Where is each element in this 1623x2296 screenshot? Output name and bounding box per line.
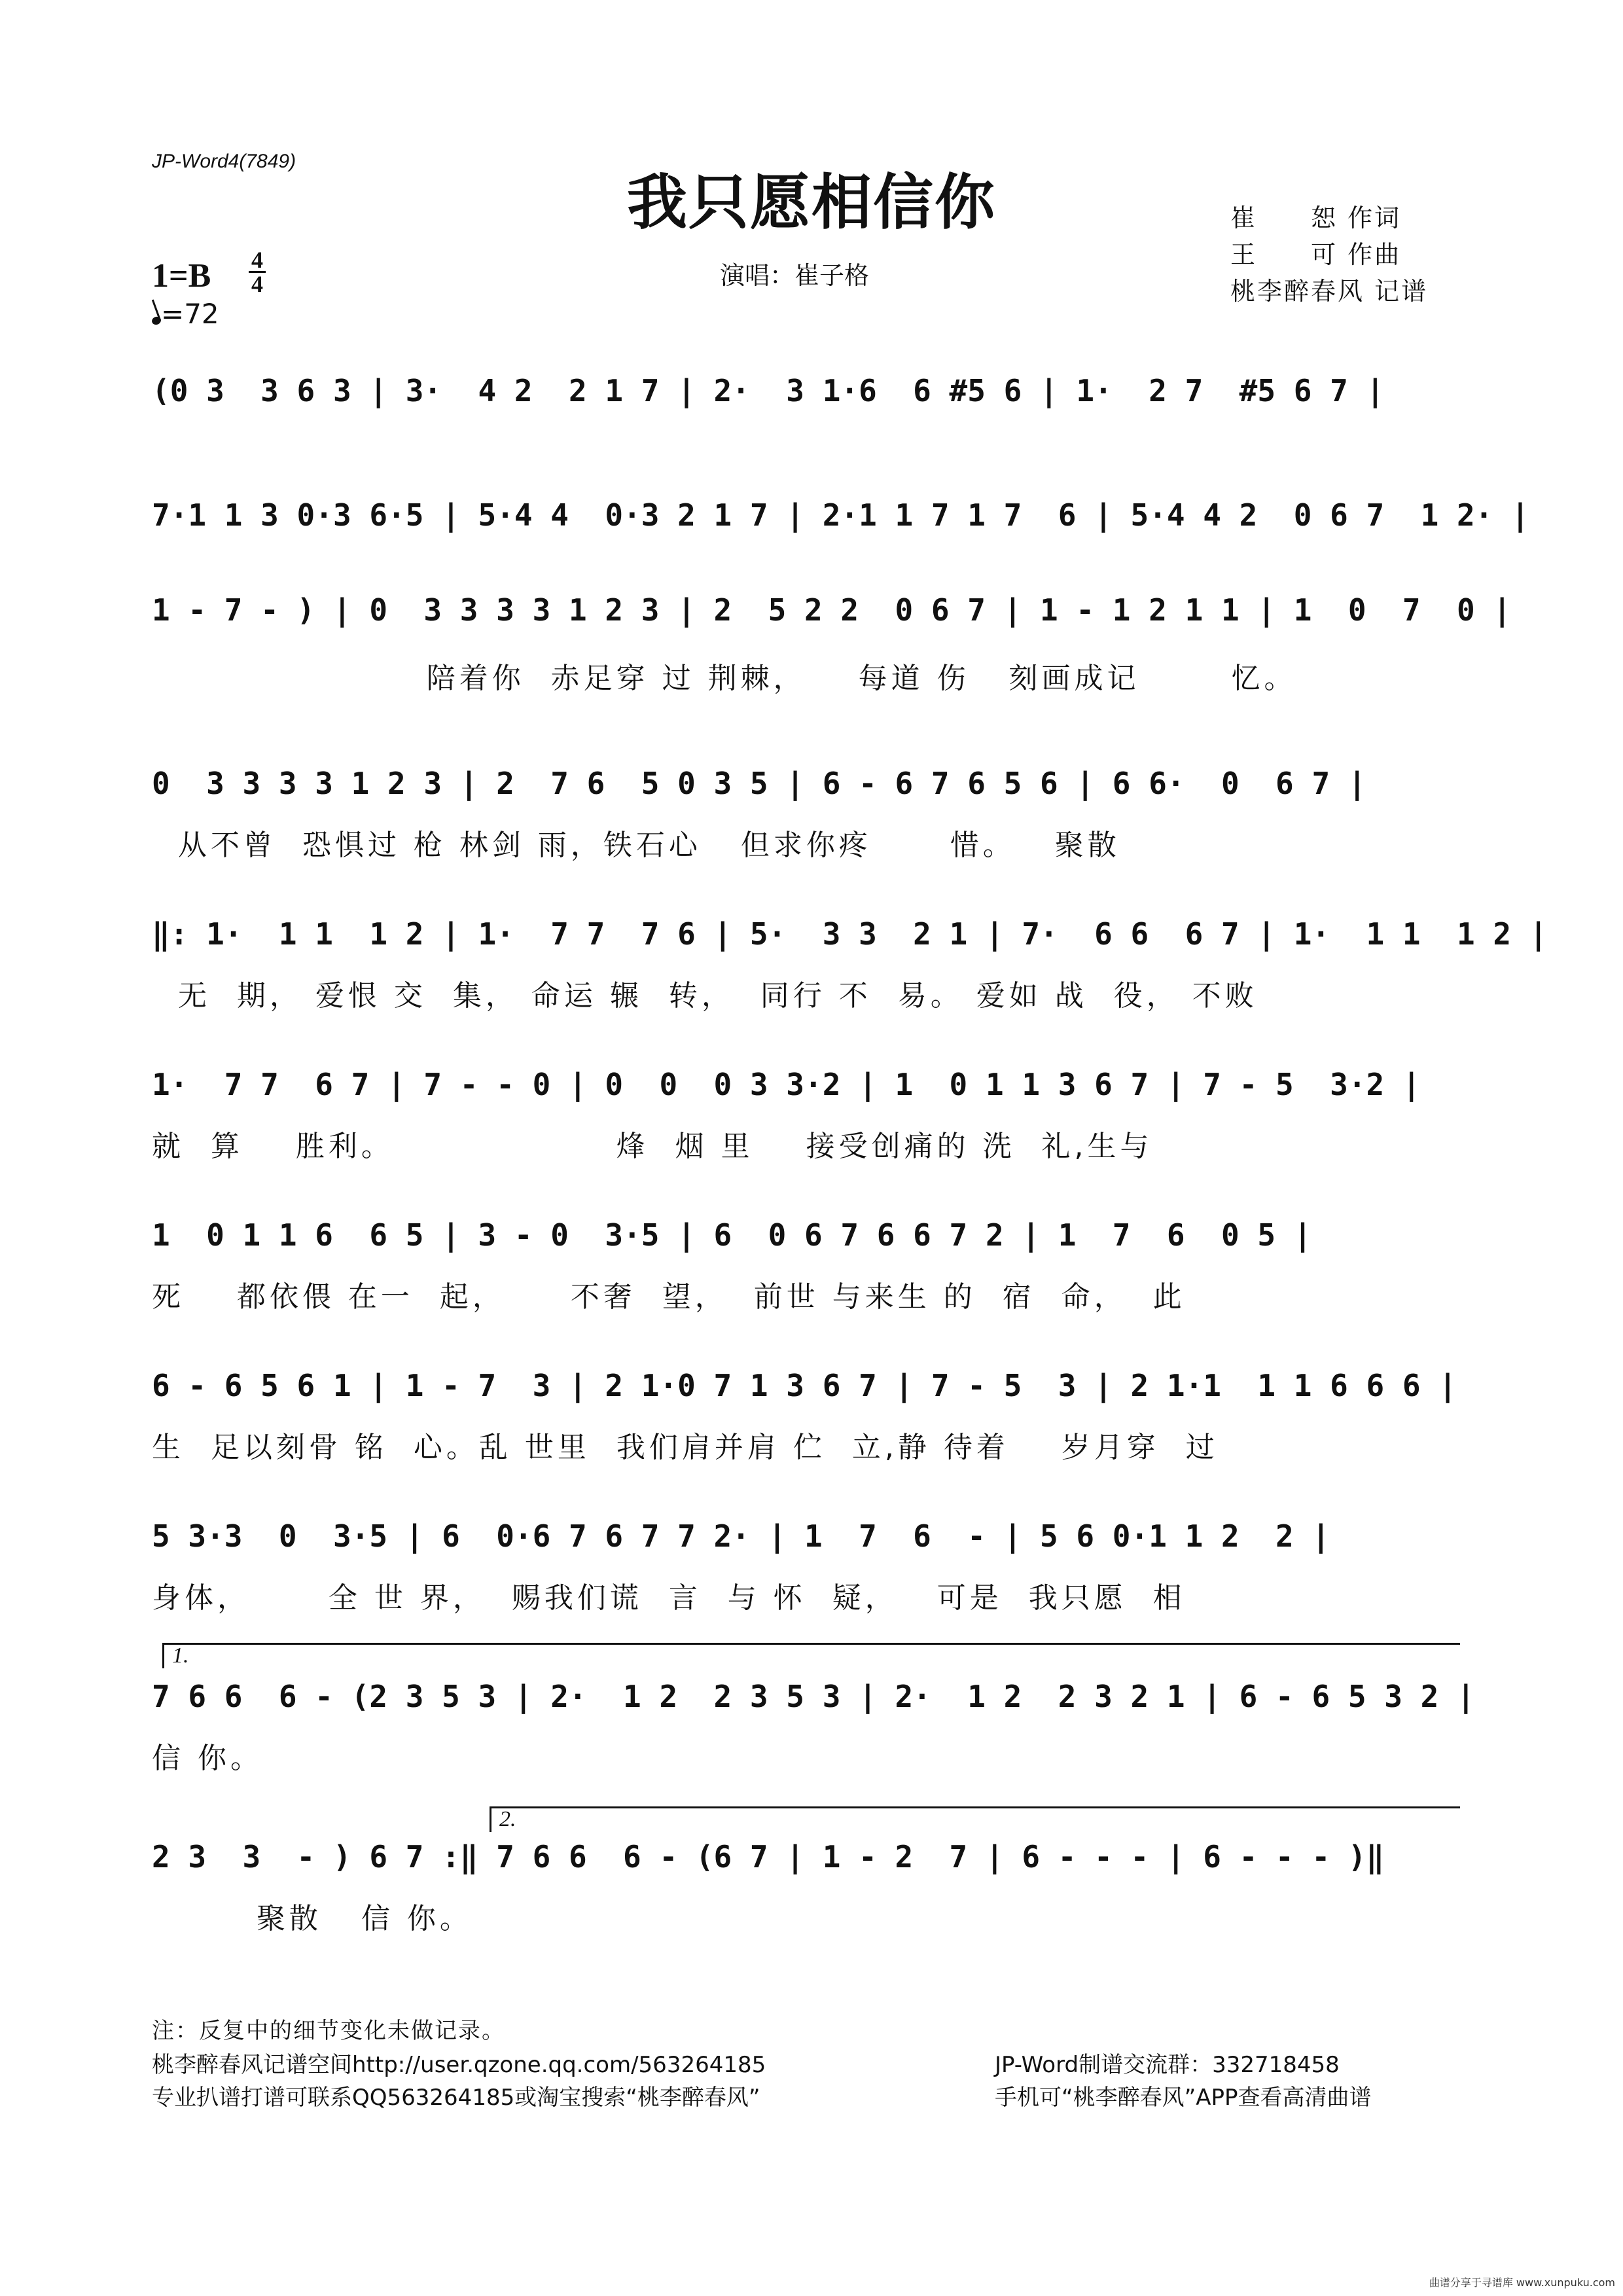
volta-bracket-2 bbox=[490, 1806, 1460, 1832]
volta-bracket-1 bbox=[162, 1643, 1460, 1668]
score-line-9: 5 3·3 0 3·5 | 6 0·6 7 6 7 7 2· | 1 7 6 - | 5 6 0·1 1 2 2 | bbox=[152, 1518, 1330, 1554]
score-line-2: 7·1 1 3 0·3 6·5 | 5·4 4 0·3 2 1 7 | 2·1 1 7 1 7 6 | 5·4 4 2 0 6 7 1 2· | bbox=[152, 497, 1529, 533]
score-line-5: ‖: 1· 1 1 1 2 | 1· 7 7 7 6 | 5· 3 3 2 1 | 7· 6 6 6 7 | 1· 1 1 1 2 | bbox=[152, 916, 1548, 952]
transcriber: 桃李醉春风 记谱 bbox=[1230, 277, 1429, 306]
lyric-line-7: 死 都依偎 在一 起， 不奢 望， 前世 与来生 的 宿 命， 此 bbox=[152, 1280, 1186, 1314]
lyricist: 崔 恕 作词 bbox=[1230, 204, 1402, 232]
score-line-1: (0 3 3 6 3 | 3· 4 2 2 1 7 | 2· 3 1·6 6 #5 6 | 1· 2 7 #5 6 7 | bbox=[152, 373, 1385, 408]
time-signature bbox=[249, 249, 266, 295]
score-line-6: 1· 7 7 6 7 | 7 - - 0 | 0 0 0 3 3·2 | 1 0 1 1 3 6 7 | 7 - 5 3·2 | bbox=[152, 1067, 1421, 1102]
lyric-line-10: 信 你。 bbox=[152, 1742, 263, 1775]
song-title: 我只愿相信你 bbox=[626, 167, 996, 238]
tempo-value: =72 bbox=[161, 298, 219, 330]
volta-label-1: 1. bbox=[172, 1643, 189, 1668]
time-bottom: 4 bbox=[251, 271, 263, 297]
singer: 演唱：崔子格 bbox=[720, 261, 870, 290]
score-line-4: 0 3 3 3 3 1 2 3 | 2 7 6 5 0 3 5 | 6 - 6 7 6 5 6 | 6 6· 0 6 7 | bbox=[152, 766, 1366, 801]
software-version: JP-Word4(7849) bbox=[152, 151, 296, 172]
score-line-8: 6 - 6 5 6 1 | 1 - 7 3 | 2 1·0 7 1 3 6 7 | 7 - 5 3 | 2 1·1 1 1 6 6 6 | bbox=[152, 1368, 1457, 1403]
lyric-line-5: 无 期， 爱恨 交 集， 命运 辗 转， 同行 不 易。 爱如 战 役， 不败 bbox=[152, 979, 1258, 1013]
time-top: 4 bbox=[251, 247, 263, 273]
lyric-line-3: 陪着你 赤足穿 过 荆棘， 每道 伤 刻画成记 忆。 bbox=[152, 662, 1297, 695]
footer-right bbox=[995, 2049, 1372, 2114]
score-line-11: 2 3 3 - ) 6 7 :‖ 7 6 6 6 - (6 7 | 1 - 2 7 | 6 - - - | 6 - - - )‖ bbox=[152, 1839, 1385, 1874]
footnote: 注：反复中的细节变化未做记录。 bbox=[152, 2018, 505, 2044]
score-line-3: 1 - 7 - ) | 0 3 3 3 3 1 2 3 | 2 5 2 2 0 6 7 | 1 - 1 2 1 1 | 1 0 7 0 | bbox=[152, 592, 1512, 628]
lyric-line-8: 生 足以刻骨 铭 心。乱 世里 我们肩并肩 伫 立,静 待着 岁月穿 过 bbox=[152, 1431, 1219, 1464]
footer-left bbox=[152, 2049, 766, 2114]
credits-block bbox=[1230, 200, 1428, 310]
score-line-7: 1 0 1 1 6 6 5 | 3 - 0 3·5 | 6 0 6 7 6 6 7 2 | 1 7 6 0 5 | bbox=[152, 1217, 1312, 1253]
score-line-10: 7 6 6 6 - (2 3 5 3 | 2· 1 2 2 3 5 3 | 2· 1 2 2 3 2 1 | 6 - 6 5 3 2 | bbox=[152, 1679, 1475, 1714]
composer: 王 可 作曲 bbox=[1230, 240, 1402, 269]
volta-label-2: 2. bbox=[499, 1807, 516, 1831]
footer-group: JP-Word制谱交流群：332718458 bbox=[995, 2052, 1340, 2078]
footer-space-link[interactable]: 桃李醉春风记谱空间http://user.qzone.qq.com/563264185 bbox=[152, 2052, 766, 2078]
key-signature: 1=B bbox=[152, 257, 211, 295]
lyric-line-6: 就 算 胜利。 烽 烟 里 接受创痛的 洗 礼,生与 bbox=[152, 1130, 1153, 1163]
site-watermark: 曲谱分享于寻谱库 www.xunpuku.com bbox=[1429, 2276, 1615, 2289]
footer-app: 手机可“桃李醉春风”APP查看高清曲谱 bbox=[995, 2085, 1372, 2111]
lyric-line-9: 身体， 全 世 界， 赐我们谎 言 与 怀 疑， 可是 我只愿 相 bbox=[152, 1581, 1186, 1615]
footer-contact: 专业扒谱打谱可联系QQ563264185或淘宝搜索“桃李醉春风” bbox=[152, 2085, 760, 2111]
lyric-line-11: 聚散 信 你。 bbox=[152, 1902, 473, 1935]
lyric-line-4: 从不曾 恐惧过 枪 林剑 雨，铁石心 但求你疼 惜。 聚散 bbox=[152, 829, 1120, 862]
tempo-marking bbox=[152, 298, 219, 330]
